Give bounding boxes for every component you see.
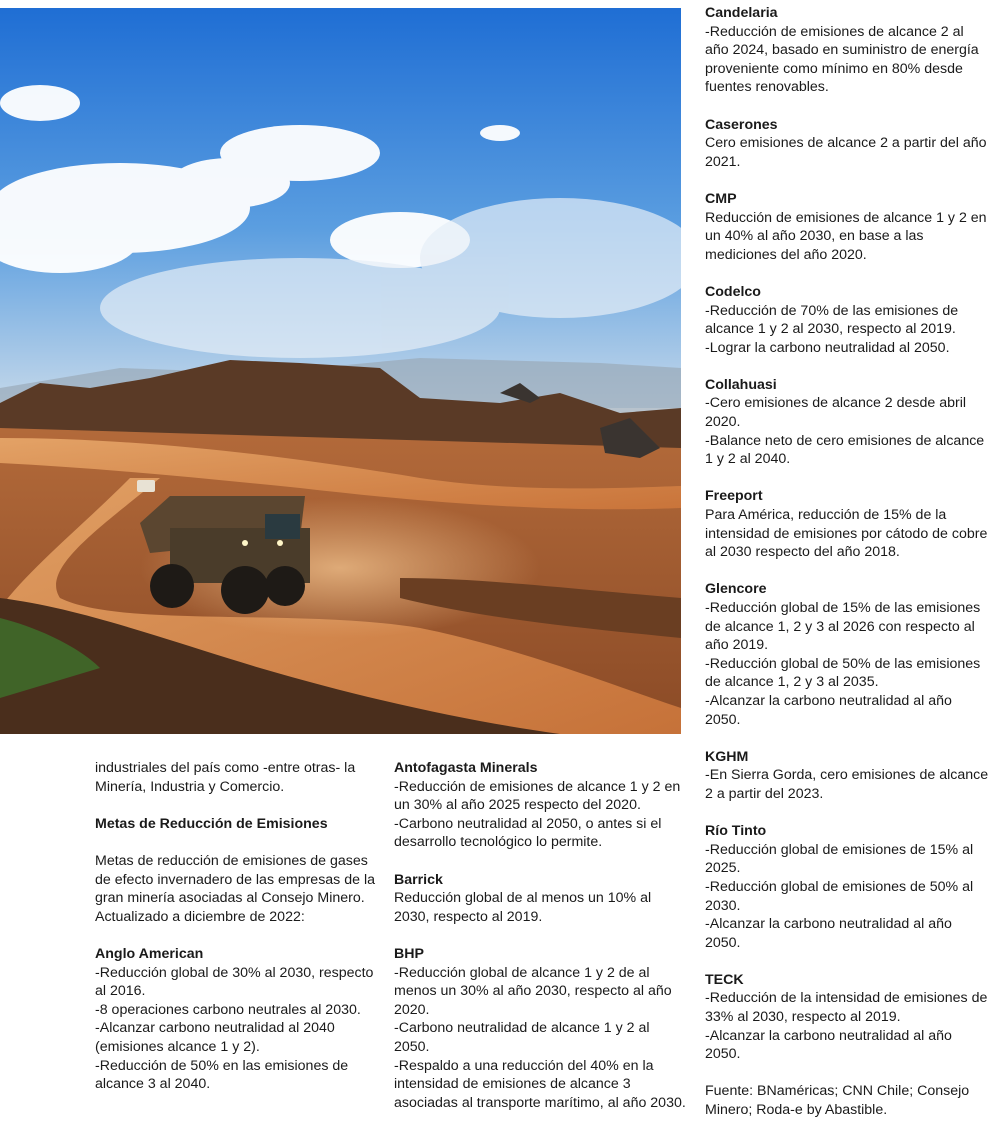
photo-illustration [0,8,681,734]
company-entry [705,190,990,264]
section-heading: Metas de Reducción de Emisiones [95,815,328,832]
company-entry [705,283,990,357]
target-line: -Reducción global de emisiones de 50% al 2030. [705,878,974,914]
target-line: -Reducción global de 30% al 2030, respecto al 2016. [95,964,374,1000]
target-line: -Reducción de 70% de las emisiones de alcance 1 y 2 al 2030, respecto al 2019. [705,302,959,338]
target-line: Cero emisiones de alcance 2 a partir del año 2021. [705,135,987,170]
middle-column [394,759,686,1131]
company-entry [705,822,990,952]
target-line: -Lograr la carbono neutralidad al 2050. [705,339,950,356]
company-entry [705,748,990,804]
company-entry [705,971,990,1064]
target-line: -Reducción de emisiones de alcance 1 y 2 en un 30% al año 2025 respecto del 2020. [394,778,681,814]
company-name: TECK [705,971,744,988]
company-entry [394,759,686,852]
target-line: -Reducción de emisiones de alcance 2 al año 2024, basado en suministro de energía proveniente como mínimo en 80% desde fuentes renovables. [705,23,979,96]
company-name: Collahuasi [705,376,777,393]
company-name: Glencore [705,581,767,598]
company-entry [394,871,686,927]
company-name: Freeport [705,488,763,505]
company-name: Barrick [394,871,443,888]
target-line: -Alcanzar la carbono neutralidad al año 2050. [705,916,952,951]
target-line: -8 operaciones carbono neutrales al 2030. [95,1001,361,1018]
company-name: KGHM [705,748,749,765]
target-line: -Balance neto de cero emisiones de alcance 1 y 2 al 2040. [705,432,985,468]
company-name: Antofagasta Minerals [394,760,538,776]
company-entry [705,116,990,172]
company-name: Codelco [705,283,761,300]
left-column [95,759,380,1112]
section-description: Metas de reducción de emisiones de gases de efecto invernadero de las empresas de la gran minería asociadas al Consejo Minero. Actualizado a diciembre de 2022: [95,852,375,925]
target-line: Para América, reducción de 15% de la intensidad de emisiones por cátodo de cobre al 2030 respecto del año 2018. [705,507,988,561]
target-line: -Reducción global de emisiones de 15% al 2025. [705,841,974,877]
company-entry [95,945,380,1094]
target-line: -Carbono neutralidad al 2050, o antes si el desarrollo tecnológico lo permite. [394,815,662,851]
target-line: -Cero emisiones de alcance 2 desde abril 2020. [705,395,967,431]
company-name: Caserones [705,116,778,133]
target-line: -Alcanzar carbono neutralidad al 2040 (emisiones alcance 1 y 2). [95,1020,335,1055]
company-entry [705,4,990,97]
target-line: -Reducción de 50% en las emisiones de alcance 3 al 2040. [95,1057,349,1093]
company-entry [705,487,990,561]
target-line: -Alcanzar la carbono neutralidad al año 2050. [705,1027,952,1063]
company-name: BHP [394,945,424,962]
company-entry [394,945,686,1112]
target-line: -Respaldo a una reducción del 40% en la intensidad de emisiones de alcance 3 asociadas al transporte marítimo, al año 2030. [394,1057,686,1111]
company-name: Río Tinto [705,823,767,840]
target-line: -Alcanzar la carbono neutralidad al año 2050. [705,692,952,728]
target-line: -Reducción global de 15% de las emisiones de alcance 1, 2 y 3 al 2026 con respecto al año 2019. [705,600,981,654]
intro-paragraph: industriales del país como -entre otras- la Minería, Industria y Comercio. [95,760,356,795]
company-name: Anglo American [95,945,204,962]
company-name: Candelaria [705,5,778,21]
target-line: -Carbono neutralidad de alcance 1 y 2 al 2050. [394,1020,650,1055]
target-line: Reducción de emisiones de alcance 1 y 2 en un 40% al año 2030, en base a las mediciones del año 2020. [705,209,987,263]
source-note: Fuente: BNaméricas; CNN Chile; Consejo Minero; Roda-e by Abastible. [705,1083,970,1119]
target-line: -En Sierra Gorda, cero emisiones de alcance 2 a partir del 2023. [705,767,989,802]
target-line: -Reducción de la intensidad de emisiones de 33% al 2030, respecto al 2019. [705,990,988,1026]
target-line: -Reducción global de 50% de las emisiones de alcance 1, 2 y 3 al 2035. [705,655,981,691]
company-name: CMP [705,190,737,207]
mining-truck-photo [0,8,681,734]
target-line: Reducción global de al menos un 10% al 2030, respecto al 2019. [394,890,652,925]
company-entry [705,376,990,469]
target-line: -Reducción global de alcance 1 y 2 de al menos un 30% al año 2030, respecto al año 2020. [394,964,672,1018]
company-entry [705,580,990,729]
right-column [705,4,990,1138]
